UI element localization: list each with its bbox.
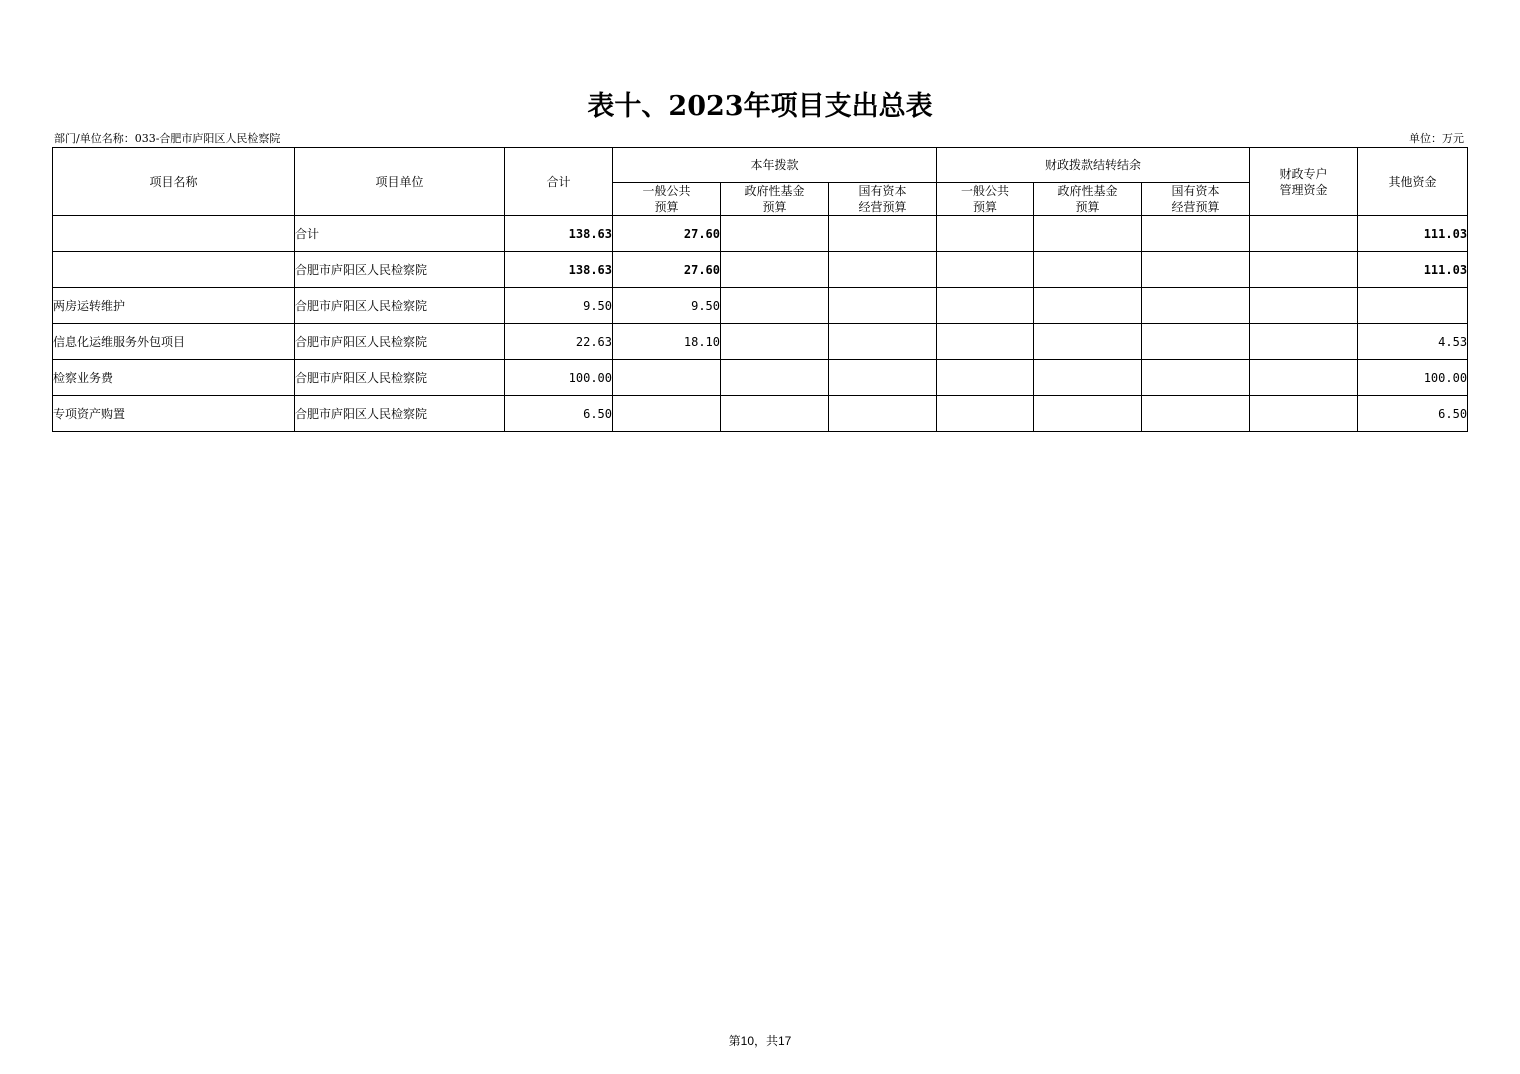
cell-project-name: 专项资产购置 [53, 396, 295, 432]
header-general-line2: 预算 [654, 200, 679, 214]
header-carry-general-line1: 一般公共 [961, 184, 1010, 198]
cell-state-capital [829, 324, 937, 360]
unit-label: 单位：万元 [1409, 132, 1464, 145]
cell-carry-state-capital [1142, 360, 1250, 396]
cell-other-funds: 111.03 [1358, 216, 1468, 252]
cell-state-capital [829, 360, 937, 396]
table-row-unit-subtotal [53, 252, 1468, 288]
header-gov-fund-budget [721, 183, 829, 216]
header-state-capital-budget [829, 183, 937, 216]
table-row [53, 288, 1468, 324]
header-current-year-group: 本年拨款 [613, 148, 937, 183]
cell-project-name: 两房运转维护 [53, 288, 295, 324]
cell-project-name: 信息化运维服务外包项目 [53, 324, 295, 360]
project-expenditure-table [52, 147, 1468, 432]
header-carry-gov-fund-line2: 预算 [1075, 200, 1100, 214]
cell-project-unit: 合肥市庐阳区人民检察院 [295, 360, 505, 396]
cell-carry-gov-fund [1034, 216, 1142, 252]
header-carry-gov-fund-budget [1034, 183, 1142, 216]
header-carry-state-capital-line2: 经营预算 [1171, 200, 1220, 214]
header-general-budget [613, 183, 721, 216]
cell-general [613, 396, 721, 432]
cell-project-name [53, 216, 295, 252]
cell-special-fund [1250, 288, 1358, 324]
cell-special-fund [1250, 324, 1358, 360]
department-label: 部门/单位名称：033-合肥市庐阳区人民检察院 [54, 132, 281, 145]
page-number: 第10，共17 [728, 1034, 792, 1048]
header-carry-gov-fund-line1: 政府性基金 [1057, 184, 1118, 198]
header-gov-fund-line1: 政府性基金 [744, 184, 805, 198]
cell-gov-fund [721, 216, 829, 252]
header-other-funds: 其他资金 [1358, 148, 1468, 216]
cell-carry-state-capital [1142, 324, 1250, 360]
cell-total: 9.50 [505, 288, 613, 324]
cell-carry-general [937, 252, 1034, 288]
cell-special-fund [1250, 252, 1358, 288]
cell-carry-gov-fund [1034, 252, 1142, 288]
cell-carry-gov-fund [1034, 360, 1142, 396]
header-carryover-group: 财政拨款结转结余 [937, 148, 1250, 183]
table-row [53, 360, 1468, 396]
cell-carry-general [937, 396, 1034, 432]
header-special-fund-line2: 管理资金 [1279, 182, 1328, 197]
cell-project-unit: 合肥市庐阳区人民检察院 [295, 396, 505, 432]
header-state-capital-line1: 国有资本 [858, 184, 907, 198]
cell-project-unit: 合肥市庐阳区人民检察院 [295, 252, 505, 288]
cell-carry-gov-fund [1034, 396, 1142, 432]
header-special-fund [1250, 148, 1358, 216]
cell-total: 6.50 [505, 396, 613, 432]
cell-other-funds: 6.50 [1358, 396, 1468, 432]
cell-special-fund [1250, 216, 1358, 252]
cell-special-fund [1250, 396, 1358, 432]
cell-total: 138.63 [505, 252, 613, 288]
cell-carry-general [937, 324, 1034, 360]
cell-gov-fund [721, 252, 829, 288]
cell-gov-fund [721, 324, 829, 360]
cell-gov-fund [721, 396, 829, 432]
cell-general: 18.10 [613, 324, 721, 360]
header-carry-general-budget [937, 183, 1034, 216]
table-row [53, 396, 1468, 432]
header-carry-general-line2: 预算 [973, 200, 998, 214]
cell-gov-fund [721, 288, 829, 324]
cell-project-name [53, 252, 295, 288]
cell-carry-general [937, 360, 1034, 396]
cell-carry-state-capital [1142, 252, 1250, 288]
cell-other-funds: 4.53 [1358, 324, 1468, 360]
cell-general: 27.60 [613, 252, 721, 288]
header-carry-state-capital-budget [1142, 183, 1250, 216]
header-state-capital-line2: 经营预算 [858, 200, 907, 214]
cell-project-unit: 合肥市庐阳区人民检察院 [295, 324, 505, 360]
cell-carry-state-capital [1142, 396, 1250, 432]
cell-project-unit: 合肥市庐阳区人民检察院 [295, 288, 505, 324]
cell-state-capital [829, 216, 937, 252]
header-carry-state-capital-line1: 国有资本 [1171, 184, 1220, 198]
cell-project-name: 检察业务费 [53, 360, 295, 396]
header-special-fund-line1: 财政专户 [1279, 166, 1328, 181]
cell-state-capital [829, 288, 937, 324]
cell-other-funds [1358, 288, 1468, 324]
header-project-name: 项目名称 [53, 148, 295, 216]
page-title: 表十、2023年项目支出总表 [587, 91, 933, 122]
cell-general [613, 360, 721, 396]
table-row-total [53, 216, 1468, 252]
cell-other-funds: 111.03 [1358, 252, 1468, 288]
cell-gov-fund [721, 360, 829, 396]
cell-carry-gov-fund [1034, 288, 1142, 324]
header-total: 合计 [505, 148, 613, 216]
header-project-unit: 项目单位 [295, 148, 505, 216]
cell-state-capital [829, 396, 937, 432]
cell-carry-state-capital [1142, 216, 1250, 252]
cell-special-fund [1250, 360, 1358, 396]
cell-carry-gov-fund [1034, 324, 1142, 360]
cell-carry-general [937, 216, 1034, 252]
cell-other-funds: 100.00 [1358, 360, 1468, 396]
header-general-line1: 一般公共 [642, 184, 691, 198]
cell-state-capital [829, 252, 937, 288]
cell-carry-state-capital [1142, 288, 1250, 324]
cell-general: 27.60 [613, 216, 721, 252]
header-gov-fund-line2: 预算 [762, 200, 787, 214]
cell-total: 138.63 [505, 216, 613, 252]
cell-general: 9.50 [613, 288, 721, 324]
cell-total: 22.63 [505, 324, 613, 360]
cell-total: 100.00 [505, 360, 613, 396]
table-row [53, 324, 1468, 360]
cell-carry-general [937, 288, 1034, 324]
cell-project-unit: 合计 [295, 216, 505, 252]
